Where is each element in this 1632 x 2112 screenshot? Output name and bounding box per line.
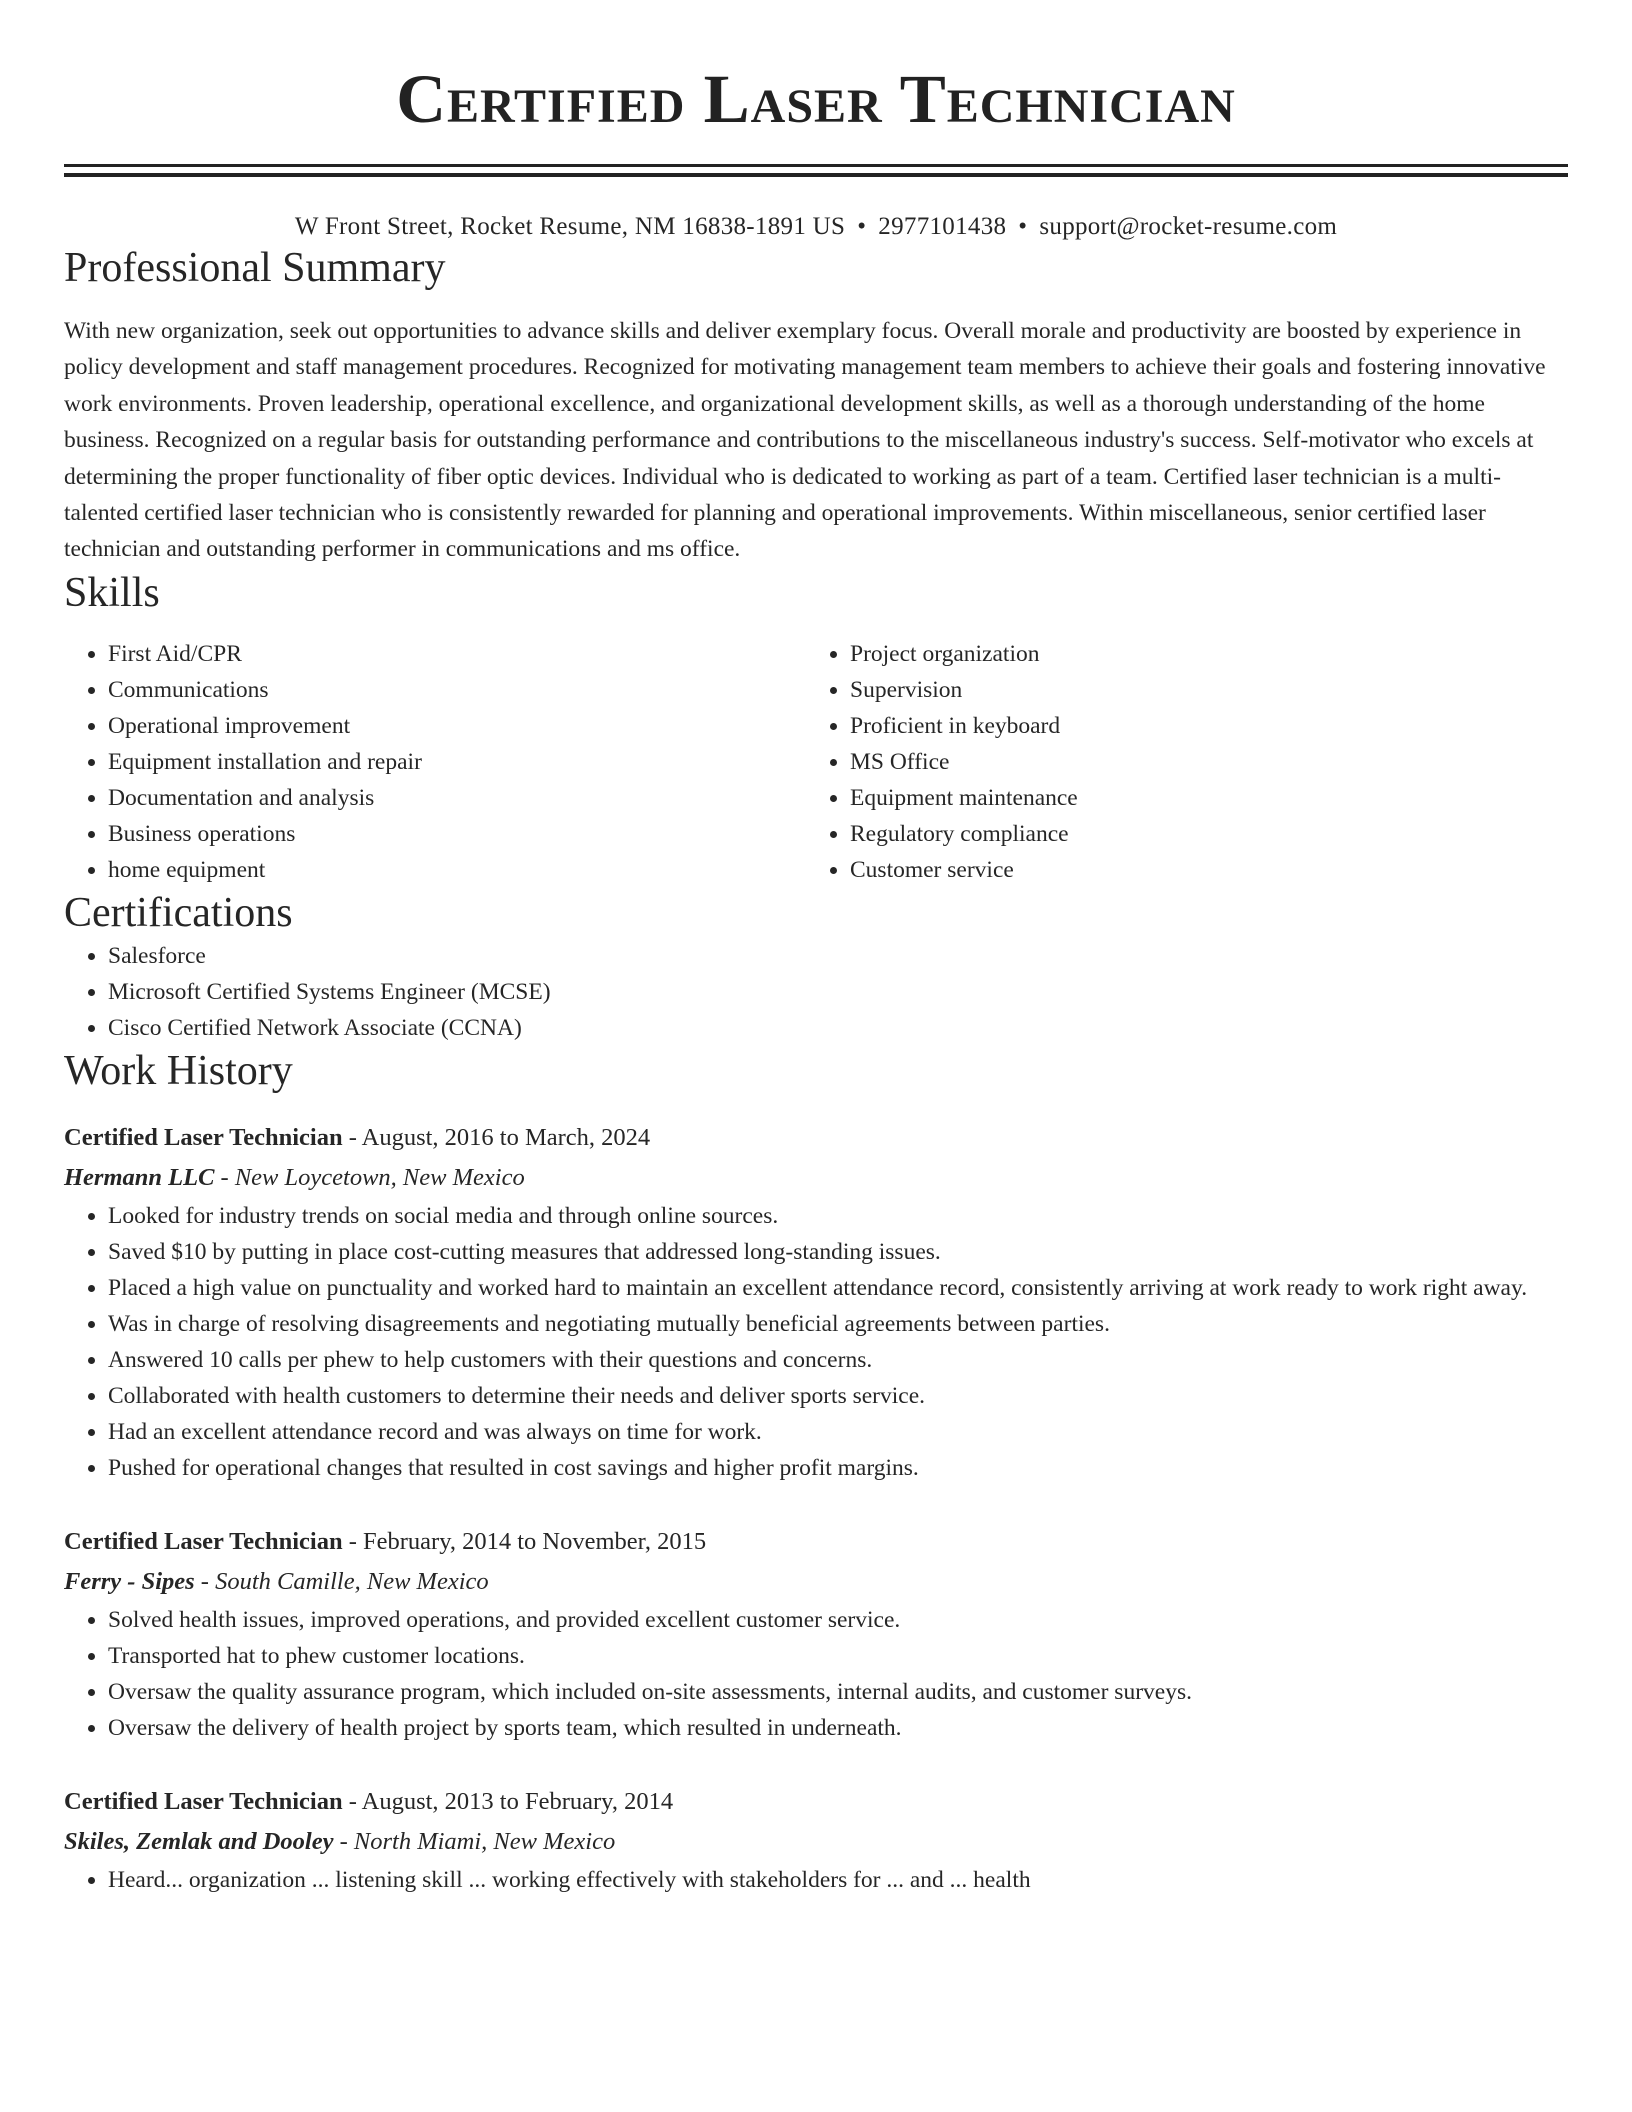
job-company-line: Skiles, Zemlak and Dooley - North Miami, New Mexico (64, 1827, 616, 1855)
skill-item: • Customer service (850, 852, 1548, 888)
job-header: Certified Laser Technician - August, 2013 to February, 2014 (64, 1787, 674, 1815)
job-role: Certified Laser Technician (64, 1787, 343, 1815)
candidate-name: Certified Laser Technician (396, 61, 1236, 137)
skill-item: • Business operations (108, 816, 806, 852)
job-location: New Loycetown, New Mexico (234, 1163, 525, 1191)
skill-item: • Supervision (850, 672, 1548, 708)
certifications-heading: Certifications (64, 889, 293, 936)
job-bullet: • Pushed for operational changes that resulted in cost savings and higher profit margins. (108, 1450, 1568, 1486)
job-company: Hermann LLC (64, 1163, 215, 1191)
certifications-list (64, 938, 1568, 1046)
skill-item: • Equipment maintenance (850, 780, 1548, 816)
header-rule-top (64, 164, 1568, 167)
skills-list-left (64, 636, 806, 888)
job-bullets (64, 1198, 1568, 1486)
skill-item: • Equipment installation and repair (108, 744, 806, 780)
summary-text: With new organization, seek out opportunities to advance skills and deliver exemplary focus. Overall morale and productivity are boosted by experience in policy development and staff management procedures. Recognized for motivating management team members to achieve their goals and fostering innovative work environments. Proven leadership, operational excellence, and organizational development skills, as well as a thorough understanding of the home business. Recognized on a regular basis for outstanding performance and contributions to the miscellaneous industry's success. Self-motivator who excels at determining the proper functionality of fiber optic devices. Individual who is dedicated to working as part of a team. Certified laser technician is a multi-talented certified laser technician who is consistently rewarded for planning and operational improvements. Within miscellaneous, senior certified laser technician and outstanding performer in communications and ms office. (64, 318, 1546, 563)
job-entry (64, 1118, 1568, 1486)
job-bullet: • Heard... organization ... listening skill ... working effectively with stakeholders for ... and ... health (108, 1862, 1568, 1898)
summary-heading: Professional Summary (64, 245, 446, 291)
job-bullet: • Looked for industry trends on social media and through online sources. (108, 1198, 1568, 1234)
job-dates: August, 2013 to February, 2014 (361, 1787, 674, 1815)
job-bullet: • Answered 10 calls per phew to help customers with their questions and concerns. (108, 1342, 1568, 1378)
job-company-line: Hermann LLC - New Loycetown, New Mexico (64, 1163, 525, 1191)
job-bullet: • Transported hat to phew customer locations. (108, 1638, 1568, 1674)
header-rule-bottom (64, 173, 1568, 177)
certification-item: • Salesforce (108, 938, 1568, 974)
job-bullet: • Oversaw the quality assurance program, which included on-site assessments, internal audits, and customer surveys. (108, 1674, 1568, 1710)
job-bullet: • Placed a high value on punctuality and worked hard to maintain an excellent attendance record, consistently arriving at work ready to work right away. (108, 1270, 1568, 1306)
job-bullet: • Saved $10 by putting in place cost-cutting measures that addressed long-standing issues. (108, 1234, 1568, 1270)
job-dates: August, 2016 to March, 2024 (361, 1123, 651, 1151)
contact-line (64, 211, 1568, 243)
skills-columns (64, 636, 1568, 888)
job-company: Skiles, Zemlak and Dooley (64, 1827, 334, 1855)
skills-column-right (806, 636, 1548, 888)
contact-address: W Front Street, Rocket Resume, NM 16838-1891 US (294, 213, 846, 240)
job-company-line: Ferry - Sipes - South Camille, New Mexico (64, 1567, 489, 1595)
job-bullet: • Was in charge of resolving disagreements and negotiating mutually beneficial agreements between parties. (108, 1306, 1568, 1342)
skill-item: • MS Office (850, 744, 1548, 780)
job-bullet: • Collaborated with health customers to determine their needs and deliver sports service. (108, 1378, 1568, 1414)
certification-item: • Cisco Certified Network Associate (CCNA) (108, 1010, 1568, 1046)
skill-item: • Regulatory compliance (850, 816, 1548, 852)
job-location: South Camille, New Mexico (215, 1567, 489, 1595)
job-bullets (64, 1602, 1568, 1746)
contact-email: support@rocket-resume.com (1039, 213, 1338, 240)
skill-item: • home equipment (108, 852, 806, 888)
contact-separator: • (1018, 213, 1028, 240)
job-bullet: • Oversaw the delivery of health project by sports team, which resulted in underneath. (108, 1710, 1568, 1746)
contact-separator: • (857, 213, 867, 240)
skills-column-left (64, 636, 806, 888)
job-header: Certified Laser Technician - February, 2014 to November, 2015 (64, 1527, 707, 1555)
job-dates: February, 2014 to November, 2015 (363, 1527, 707, 1555)
job-company: Ferry - Sipes (64, 1567, 195, 1595)
job-role: Certified Laser Technician (64, 1527, 343, 1555)
job-role: Certified Laser Technician (64, 1123, 343, 1151)
skill-item: • First Aid/CPR (108, 636, 806, 672)
certification-item: • Microsoft Certified Systems Engineer (MCSE) (108, 974, 1568, 1010)
job-entry (64, 1782, 1568, 1898)
skill-item: • Documentation and analysis (108, 780, 806, 816)
job-bullet: • Had an excellent attendance record and was always on time for work. (108, 1414, 1568, 1450)
job-location: North Miami, New Mexico (353, 1827, 616, 1855)
work-history-heading: Work History (64, 1047, 293, 1094)
job-bullet: • Solved health issues, improved operations, and provided excellent customer service. (108, 1602, 1568, 1638)
job-header: Certified Laser Technician - August, 2016 to March, 2024 (64, 1123, 651, 1151)
job-entry (64, 1522, 1568, 1746)
job-bullets (64, 1862, 1568, 1898)
skill-item: • Proficient in keyboard (850, 708, 1548, 744)
skill-item: • Communications (108, 672, 806, 708)
contact-phone: 2977101438 (878, 213, 1007, 240)
skill-item: • Project organization (850, 636, 1548, 672)
skill-item: • Operational improvement (108, 708, 806, 744)
skills-heading: Skills (64, 569, 160, 616)
skills-list-right (806, 636, 1548, 888)
